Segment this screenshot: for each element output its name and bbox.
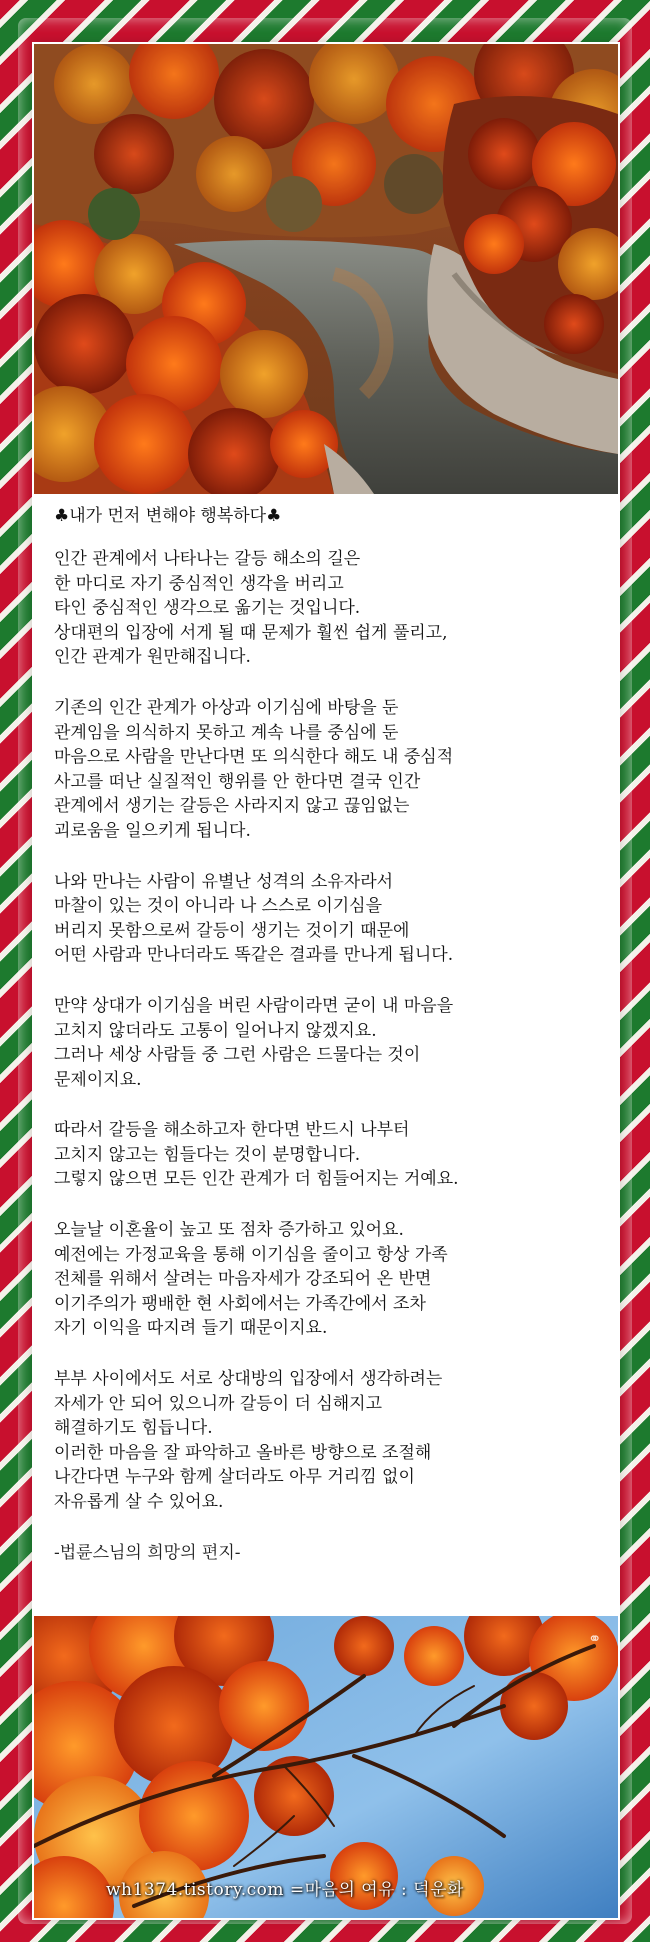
text-line: 고치지 않고는 힘들다는 것이 분명합니다.: [54, 1144, 361, 1165]
link-icon: ⚭: [588, 1629, 602, 1648]
text-line: 해결하기도 힘듭니다.: [54, 1418, 213, 1439]
autumn-maple-image: [34, 1616, 618, 1918]
signature: -법륜스님의 희망의 편지-: [54, 1542, 241, 1563]
text-line: 마음으로 사람을 만난다면 또 의식한다 해도 내 중심적: [54, 747, 454, 768]
text-line: 자세가 안 되어 있으니까 갈등이 더 심해지고: [54, 1393, 383, 1414]
letter-card: [34, 44, 618, 1918]
text-line: 따라서 갈등을 해소하고자 한다면 반드시 나부터: [54, 1120, 410, 1141]
autumn-maple-sky-photo: [34, 1616, 618, 1918]
paragraph-7: [54, 1367, 614, 1515]
text-line: 고치지 않더라도 고통이 일어나지 않겠지요.: [54, 1020, 377, 1041]
text-line: 사고를 떠난 실질적인 행위를 안 한다면 결국 인간: [54, 771, 421, 792]
text-line: 자기 이익을 따지려 들기 때문이지요.: [54, 1318, 328, 1339]
post-title: ♣내가 먼저 변해야 행복하다♣: [54, 506, 282, 526]
text-line: 오늘날 이혼율이 높고 또 점차 증가하고 있어요.: [54, 1220, 404, 1241]
paragraph-3: [54, 870, 614, 968]
watermark-text: wh1374.tistory.com =마음의 여유 : 덕운화: [106, 1880, 464, 1900]
text-line: 부부 사이에서도 서로 상대방의 입장에서 생각하려는: [54, 1369, 443, 1390]
text-line: 인간 관계가 원만해집니다.: [54, 647, 251, 668]
paragraph-2: [54, 696, 614, 844]
paragraph-4: [54, 994, 614, 1092]
text-line: 나간다면 누구와 함께 살더라도 아무 거리낌 없이: [54, 1467, 415, 1488]
text-line: 버리지 못함으로써 갈등이 생기는 것이기 때문에: [54, 920, 410, 941]
text-line: 관계임을 의식하지 못하고 계속 나를 중심에 둔: [54, 722, 399, 743]
autumn-lake-image: [34, 44, 618, 494]
text-line: 기존의 인간 관계가 아상과 이기심에 바탕을 둔: [54, 697, 399, 718]
text-line: 자유롭게 살 수 있어요.: [54, 1492, 224, 1512]
text-line: 이러한 마음을 잘 파악하고 올바른 방향으로 조절해: [54, 1442, 432, 1463]
text-line: 괴로움을 일으키게 됩니다.: [54, 820, 251, 841]
text-line: 한 마디로 자기 중심적인 생각을 버리고: [54, 573, 344, 594]
paragraph-6: [54, 1218, 614, 1341]
text-line: 인간 관계에서 나타나는 갈등 해소의 길은: [54, 549, 361, 569]
text-line: 문제이지요.: [54, 1069, 142, 1090]
text-line: 예전에는 가정교육을 통해 이기심을 줄이고 항상 가족: [54, 1244, 448, 1265]
text-line: 마찰이 있는 것이 아니라 나 스스로 이기심을: [54, 896, 383, 917]
text-line: 나와 만나는 사람이 유별난 성격의 소유자라서: [54, 871, 394, 892]
text-line: 타인 중심적인 생각으로 옮기는 것입니다.: [54, 598, 361, 619]
paragraph-5: [54, 1118, 614, 1192]
text-line: 전체를 위해서 살려는 마음자세가 강조되어 온 반면: [54, 1269, 432, 1290]
text-line: 만약 상대가 이기심을 버린 사람이라면 굳이 내 마음을: [54, 995, 454, 1016]
letter-text: [54, 504, 614, 1566]
text-line: 상대편의 입장에 서게 될 때 문제가 훨씬 쉽게 풀리고,: [54, 622, 448, 643]
text-line: 그렇지 않으면 모든 인간 관계가 더 힘들어지는 거예요.: [54, 1169, 459, 1190]
text-line: 어떤 사람과 만나더라도 똑같은 결과를 만나게 됩니다.: [54, 945, 454, 966]
autumn-lake-photo: [34, 44, 618, 494]
paragraph-1: [54, 547, 614, 670]
text-line: 이기주의가 팽배한 현 사회에서는 가족간에서 조차: [54, 1293, 426, 1314]
text-line: 관계에서 생기는 갈등은 사라지지 않고 끊임없는: [54, 796, 410, 817]
text-line: 그러나 세상 사람들 중 그런 사람은 드물다는 것이: [54, 1045, 421, 1066]
